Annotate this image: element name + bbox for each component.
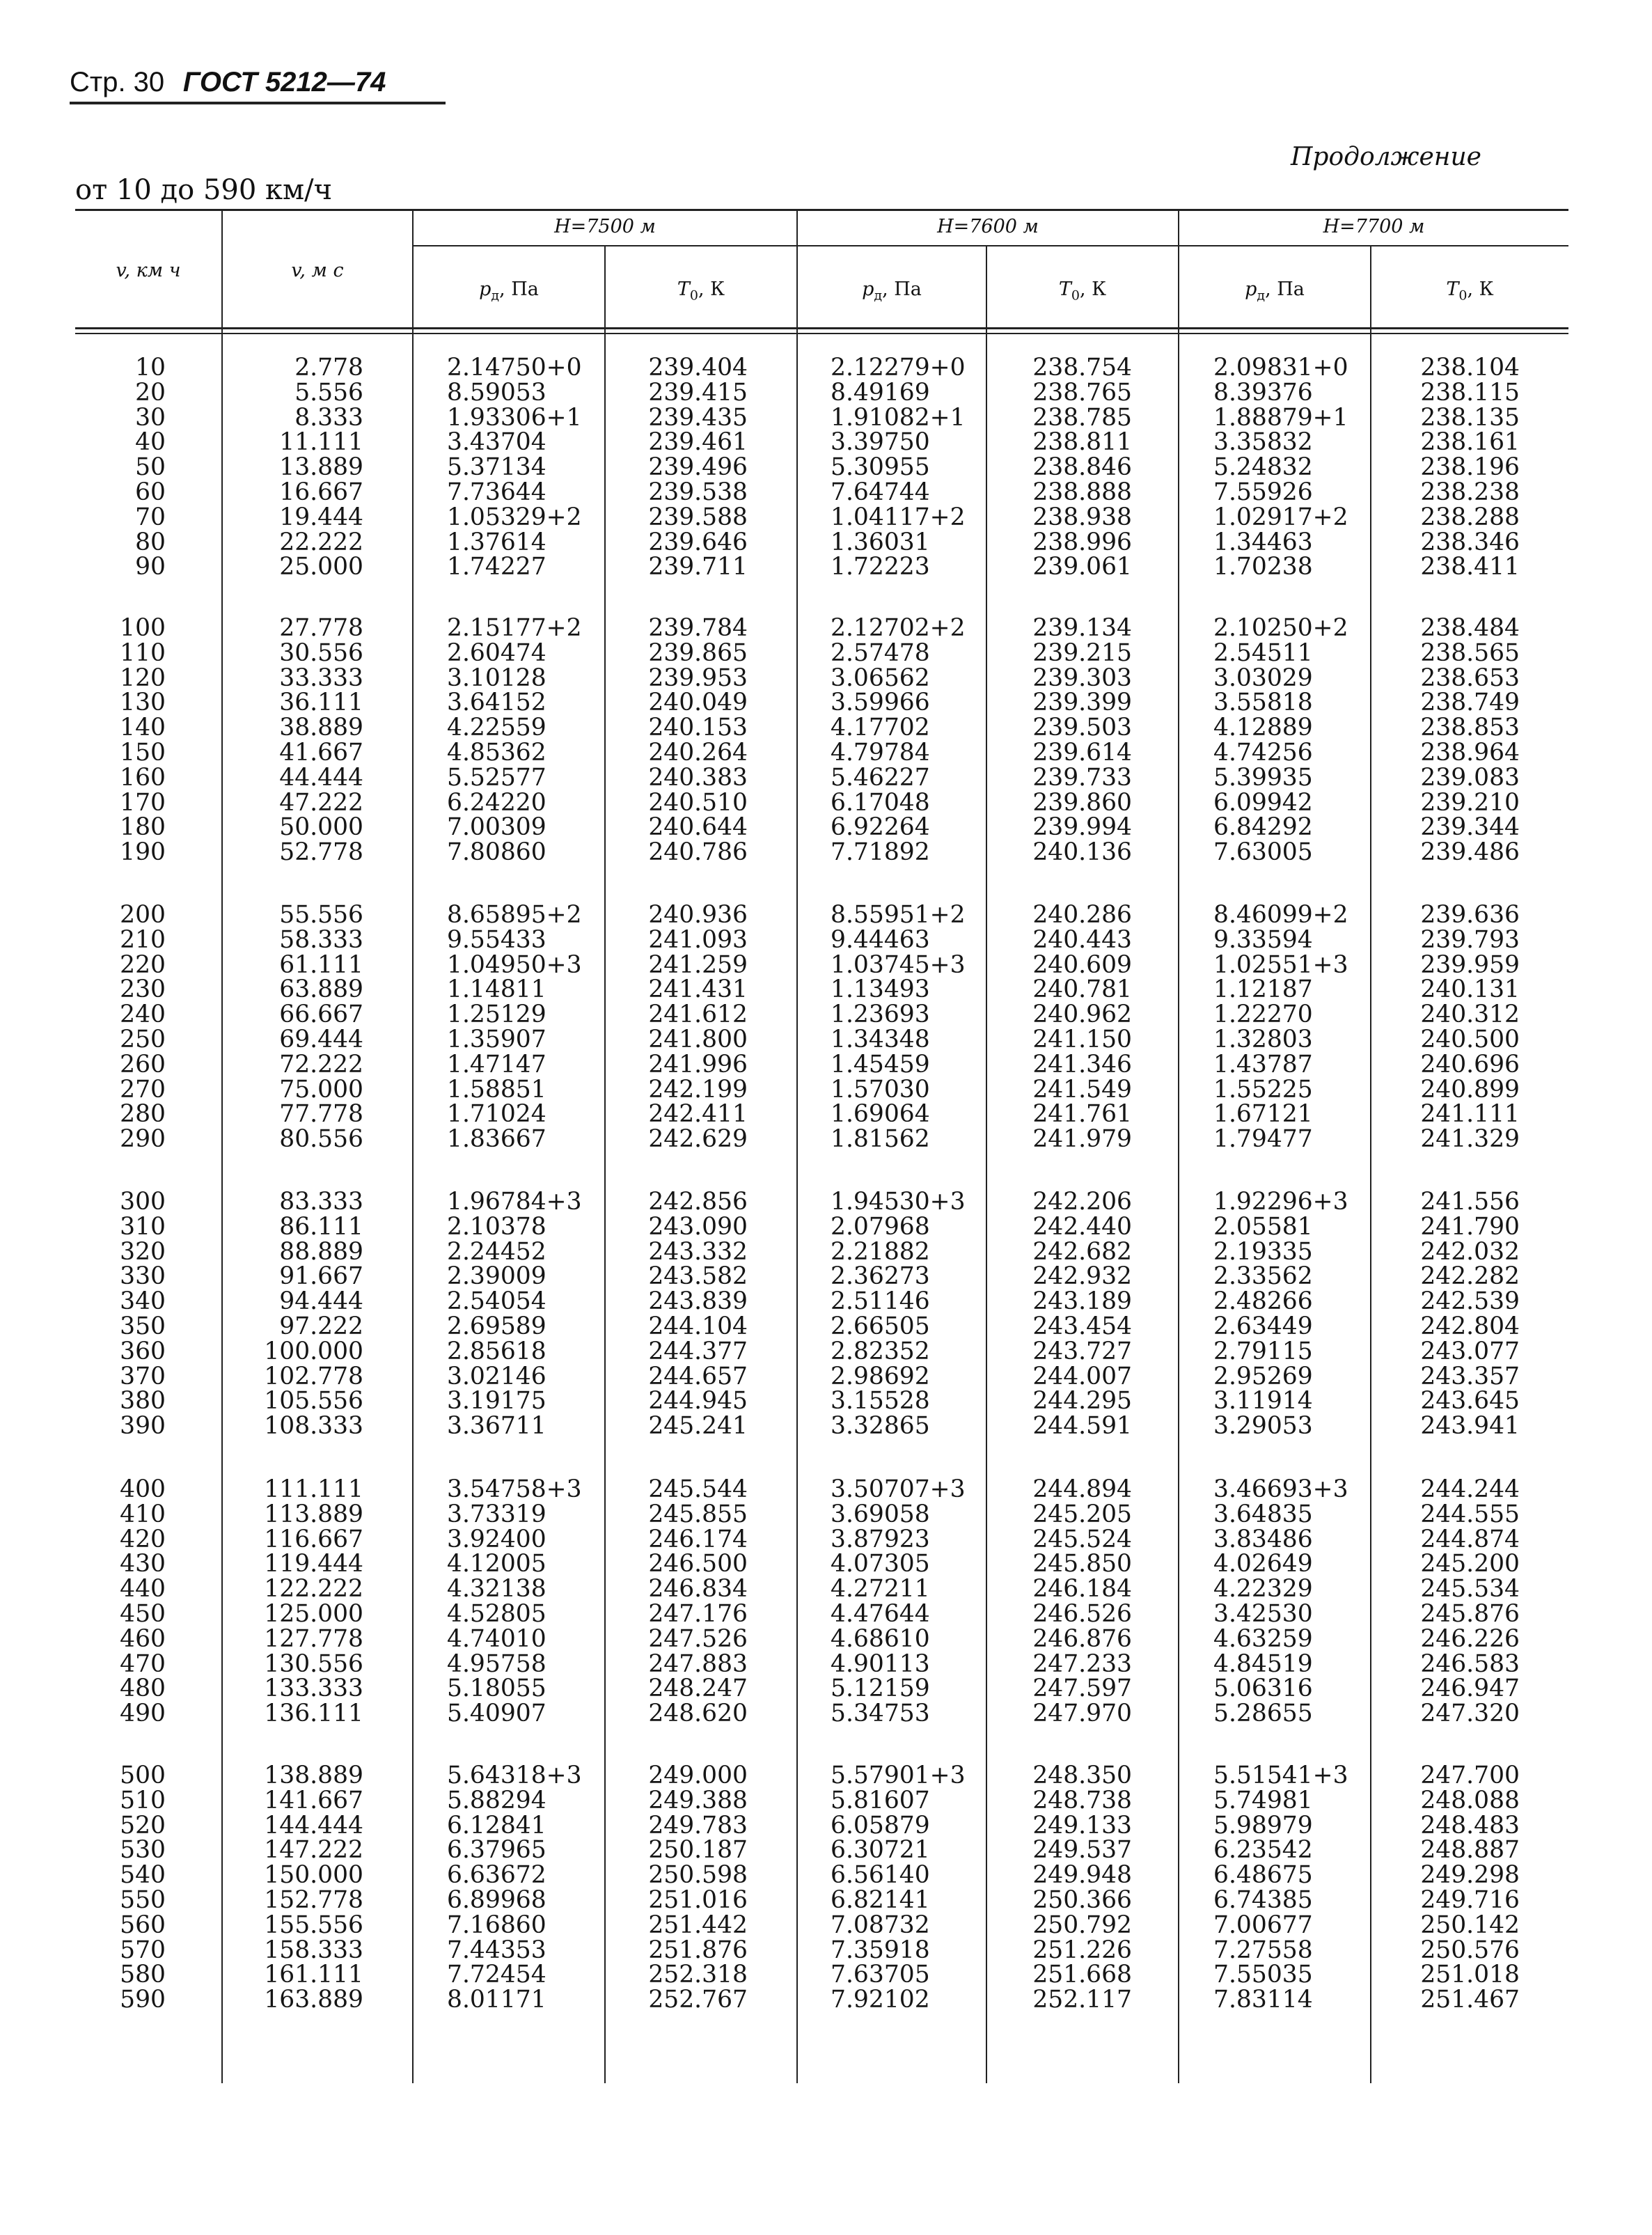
standard-number: ГОСТ 5212—74 xyxy=(182,67,386,97)
temperature-7600-column: 248.350 248.738 249.133 249.537 249.948 250.366 250.792 251.226 251.668 252.117 xyxy=(1032,1762,1132,2014)
speed-kmh-column: 200 210 220 230 240 250 260 270 280 290 xyxy=(120,901,166,1154)
pressure-7500-column: 1.96784+3 2.10378 2.24452 2.39009 2.54054 2.69589 2.85618 3.02146 3.19175 3.36711 xyxy=(447,1188,582,1441)
column-divider xyxy=(1370,246,1371,2083)
pressure-7700-column: 1.92296+3 2.05581 2.19335 2.33562 2.48266 2.63449 2.79115 2.95269 3.11914 3.29053 xyxy=(1213,1188,1348,1441)
speed-kmh-column: 400 410 420 430 440 450 460 470 480 490 xyxy=(120,1475,166,1728)
speed-kmh-column: 10 20 30 40 50 60 70 80 90 xyxy=(135,354,166,581)
header-temperature: $T_0$, К xyxy=(1058,279,1107,304)
temperature-7600-column: 239.134 239.215 239.303 239.399 239.503 239.614 239.733 239.860 239.994 240.136 xyxy=(1032,614,1132,867)
temperature-7600-column: 242.206 242.440 242.682 242.932 243.189 243.454 243.727 244.007 244.295 244.591 xyxy=(1032,1188,1132,1441)
table-top-rule xyxy=(75,209,1568,211)
temperature-7500-column: 242.856 243.090 243.332 243.582 243.839 244.104 244.377 244.657 244.945 245.241 xyxy=(648,1188,748,1441)
column-divider xyxy=(986,246,987,2083)
column-divider xyxy=(604,246,606,2083)
header-pressure: $p_д$, Па xyxy=(1245,279,1305,304)
header-pressure: $p_д$, Па xyxy=(479,279,539,304)
header-bottom-rule xyxy=(75,327,1568,329)
altitude-header-rule xyxy=(412,245,1568,246)
page-header xyxy=(70,66,386,98)
range-caption: от 10 до 590 км/ч xyxy=(75,174,333,206)
pressure-7700-column: 8.46099+2 9.33594 1.02551+3 1.12187 1.22270 1.32803 1.43787 1.55225 1.67121 1.79477 xyxy=(1213,901,1348,1154)
speed-ms-column: 83.333 86.111 88.889 91.667 94.444 97.222 100.000 102.778 105.556 108.333 xyxy=(264,1188,363,1441)
temperature-7600-column: 240.286 240.443 240.609 240.781 240.962 241.150 241.346 241.549 241.761 241.979 xyxy=(1032,901,1132,1154)
altitude-header: H=7500 м xyxy=(554,216,656,237)
column-divider xyxy=(796,210,798,2083)
column-divider xyxy=(412,210,414,2083)
header-temperature: $T_0$, К xyxy=(677,279,725,304)
page-number: Стр. 30 xyxy=(70,67,165,97)
temperature-7500-column: 239.784 239.865 239.953 240.049 240.153 240.264 240.383 240.510 240.644 240.786 xyxy=(648,614,748,867)
pressure-7500-column: 2.15177+2 2.60474 3.10128 3.64152 4.22559 4.85362 5.52577 6.24220 7.00309 7.80860 xyxy=(447,614,582,867)
pressure-7500-column: 8.65895+2 9.55433 1.04950+3 1.14811 1.25129 1.35907 1.47147 1.58851 1.71024 1.83667 xyxy=(447,901,582,1154)
temperature-7700-column: 238.484 238.565 238.653 238.749 238.853 238.964 239.083 239.210 239.344 239.486 xyxy=(1420,614,1520,867)
pressure-7500-column: 2.14750+0 8.59053 1.93306+1 3.43704 5.37134 7.73644 1.05329+2 1.37614 1.74227 xyxy=(447,354,582,581)
header-bottom-rule-2 xyxy=(75,333,1568,334)
temperature-7600-column: 238.754 238.765 238.785 238.811 238.846 238.888 238.938 238.996 239.061 xyxy=(1032,354,1132,581)
pressure-7600-column: 2.12279+0 8.49169 1.91082+1 3.39750 5.30955 7.64744 1.04117+2 1.36031 1.72223 xyxy=(831,354,966,581)
temperature-7600-column: 244.894 245.205 245.524 245.850 246.184 246.526 246.876 247.233 247.597 247.970 xyxy=(1032,1475,1132,1728)
speed-ms-column: 138.889 141.667 144.444 147.222 150.000 152.778 155.556 158.333 161.111 163.889 xyxy=(264,1762,363,2014)
altitude-header: H=7700 м xyxy=(1323,216,1425,237)
pressure-7700-column: 2.10250+2 2.54511 3.03029 3.55818 4.12889 4.74256 5.39935 6.09942 6.84292 7.63005 xyxy=(1213,614,1348,867)
temperature-7700-column: 238.104 238.115 238.135 238.161 238.196 238.238 238.288 238.346 238.411 xyxy=(1420,354,1520,581)
column-divider xyxy=(221,210,223,2083)
speed-ms-column: 111.111 113.889 116.667 119.444 122.222 125.000 127.778 130.556 133.333 136.111 xyxy=(264,1475,363,1728)
pressure-7500-column: 5.64318+3 5.88294 6.12841 6.37965 6.63672 6.89968 7.16860 7.44353 7.72454 8.01171 xyxy=(447,1762,582,2014)
pressure-7700-column: 5.51541+3 5.74981 5.98979 6.23542 6.48675 6.74385 7.00677 7.27558 7.55035 7.83114 xyxy=(1213,1762,1348,2014)
pressure-7700-column: 3.46693+3 3.64835 3.83486 4.02649 4.22329 3.42530 4.63259 4.84519 5.06316 5.28655 xyxy=(1213,1475,1348,1728)
pressure-7600-column: 5.57901+3 5.81607 6.05879 6.30721 6.56140 6.82141 7.08732 7.35918 7.63705 7.92102 xyxy=(831,1762,966,2014)
speed-kmh-column: 100 110 120 130 140 150 160 170 180 190 xyxy=(120,614,166,867)
header-speed-ms: v, м с xyxy=(291,260,344,281)
speed-ms-column: 2.778 5.556 8.333 11.111 13.889 16.667 19.444 22.222 25.000 xyxy=(279,354,363,581)
header-temperature: $T_0$, К xyxy=(1446,279,1494,304)
continuation-label: Продолжение xyxy=(1291,143,1481,171)
temperature-7500-column: 245.544 245.855 246.174 246.500 246.834 247.176 247.526 247.883 248.247 248.620 xyxy=(648,1475,748,1728)
temperature-7700-column: 239.636 239.793 239.959 240.131 240.312 240.500 240.696 240.899 241.111 241.329 xyxy=(1420,901,1520,1154)
temperature-7700-column: 247.700 248.088 248.483 248.887 249.298 249.716 250.142 250.576 251.018 251.467 xyxy=(1420,1762,1520,2014)
speed-ms-column: 27.778 30.556 33.333 36.111 38.889 41.667 44.444 47.222 50.000 52.778 xyxy=(279,614,363,867)
speed-kmh-column: 300 310 320 330 340 350 360 370 380 390 xyxy=(120,1188,166,1441)
header-pressure: $p_д$, Па xyxy=(862,279,922,304)
column-divider xyxy=(1178,210,1179,2083)
temperature-7500-column: 239.404 239.415 239.435 239.461 239.496 239.538 239.588 239.646 239.711 xyxy=(648,354,748,581)
pressure-7600-column: 3.50707+3 3.69058 3.87923 4.07305 4.27211 4.47644 4.68610 4.90113 5.12159 5.34753 xyxy=(831,1475,966,1728)
temperature-7500-column: 240.936 241.093 241.259 241.431 241.612 241.800 241.996 242.199 242.411 242.629 xyxy=(648,901,748,1154)
pressure-7700-column: 2.09831+0 8.39376 1.88879+1 3.35832 5.24832 7.55926 1.02917+2 1.34463 1.70238 xyxy=(1213,354,1348,581)
pressure-7600-column: 1.94530+3 2.07968 2.21882 2.36273 2.51146 2.66505 2.82352 2.98692 3.15528 3.32865 xyxy=(831,1188,966,1441)
header-speed-kmh: v, км ч xyxy=(116,260,181,281)
pressure-7500-column: 3.54758+3 3.73319 3.92400 4.12005 4.32138 4.52805 4.74010 4.95758 5.18055 5.40907 xyxy=(447,1475,582,1728)
temperature-7700-column: 241.556 241.790 242.032 242.282 242.539 242.804 243.077 243.357 243.645 243.941 xyxy=(1420,1188,1520,1441)
temperature-7700-column: 244.244 244.555 244.874 245.200 245.534 245.876 246.226 246.583 246.947 247.320 xyxy=(1420,1475,1520,1728)
temperature-7500-column: 249.000 249.388 249.783 250.187 250.598 251.016 251.442 251.876 252.318 252.767 xyxy=(648,1762,748,2014)
pressure-7600-column: 2.12702+2 2.57478 3.06562 3.59966 4.17702 4.79784 5.46227 6.17048 6.92264 7.71892 xyxy=(831,614,966,867)
pressure-7600-column: 8.55951+2 9.44463 1.03745+3 1.13493 1.23693 1.34348 1.45459 1.57030 1.69064 1.81562 xyxy=(831,901,966,1154)
header-underline xyxy=(70,102,446,104)
speed-kmh-column: 500 510 520 530 540 550 560 570 580 590 xyxy=(120,1762,166,2014)
altitude-header: H=7600 м xyxy=(937,216,1039,237)
speed-ms-column: 55.556 58.333 61.111 63.889 66.667 69.444 72.222 75.000 77.778 80.556 xyxy=(279,901,363,1154)
